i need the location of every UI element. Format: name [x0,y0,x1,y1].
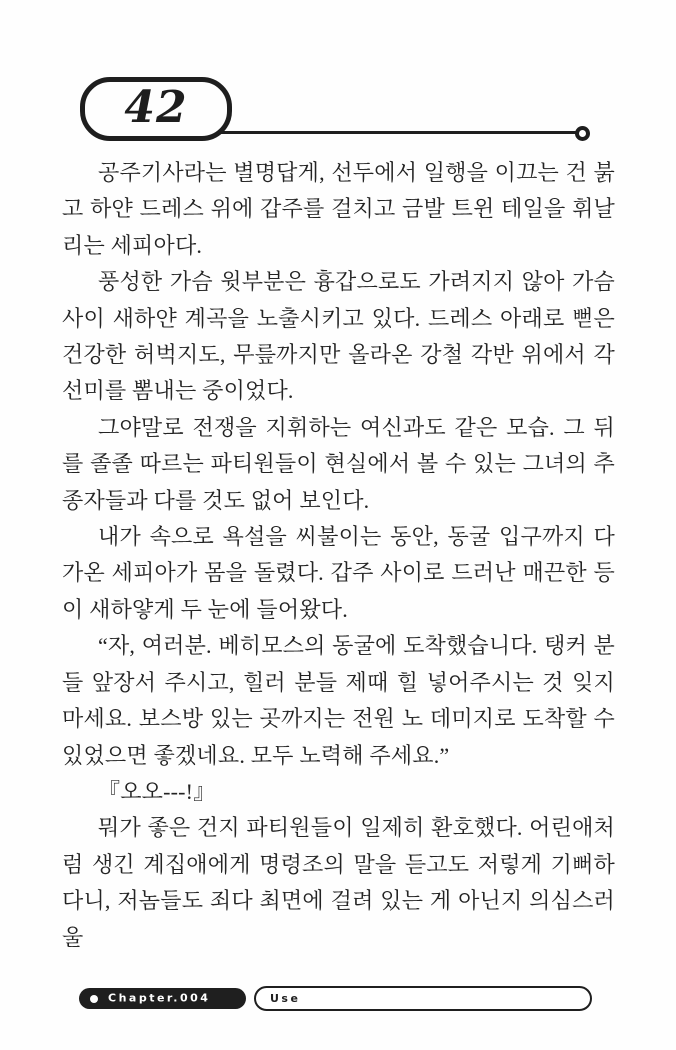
chapter-badge [79,988,246,1009]
page-number-badge [80,77,232,141]
page-number: 42 [124,81,188,133]
paragraph-7: 뭐가 좋은 건지 파티원들이 일제히 환호했다. 어린애처럼 생긴 계집애에게 명령조의 말을 듣고도 저렇게 기뻐하다니, 저놈들도 죄다 최면에 걸려 있는 게 아닌지 의심스러울 [62,815,615,950]
bullet-icon [90,995,98,1003]
header-rule-end-circle-icon [575,126,590,141]
chapter-label: Chapter.004 [108,991,211,1005]
paragraph-3: 그야말로 전쟁을 지휘하는 여신과도 같은 모습. 그 뒤를 졸졸 따르는 파티원들이 현실에서 볼 수 있는 그녀의 추종자들과 다를 것도 없어 보인다. [62,414,615,513]
paragraph-4: 내가 속으로 욕설을 씨불이는 동안, 동굴 입구까지 다가온 세피아가 몸을 돌렸다. 갑주 사이로 드러난 매끈한 등이 새하얗게 두 눈에 들어왔다. [62,524,615,622]
body-text [62,155,615,956]
use-label: Use [270,992,301,1005]
paragraph-6: 『오오---!』 [98,778,216,804]
paragraph-2: 풍성한 가슴 윗부분은 흉갑으로도 가려지지 않아 가슴 사이 새하얀 계곡을 노출시키고 있다. 드레스 아래로 뻗은 건강한 허벅지도, 무릎까지만 올라온 강철 각반 위에서 각선미를 뽐내는 중이었다. [62,269,615,404]
page-footer [0,986,676,1014]
paragraph-5: “자, 여러분. 베히모스의 동굴에 도착했습니다. 탱커 분들 앞장서 주시고, 힐러 분들 제때 힐 넣어주시는 것 잊지 마세요. 보스방 있는 곳까지는 전원 노 데미지로 도착할 수 있었으면 좋겠네요. 모두 노력해 주세요.” [62,633,615,768]
paragraph-1: 공주기사라는 별명답게, 선두에서 일행을 이끄는 건 붉고 하얀 드레스 위에 갑주를 걸치고 금발 트윈 테일을 휘날리는 세피아다. [62,160,615,258]
header-rule [200,131,578,134]
use-badge [254,986,592,1011]
